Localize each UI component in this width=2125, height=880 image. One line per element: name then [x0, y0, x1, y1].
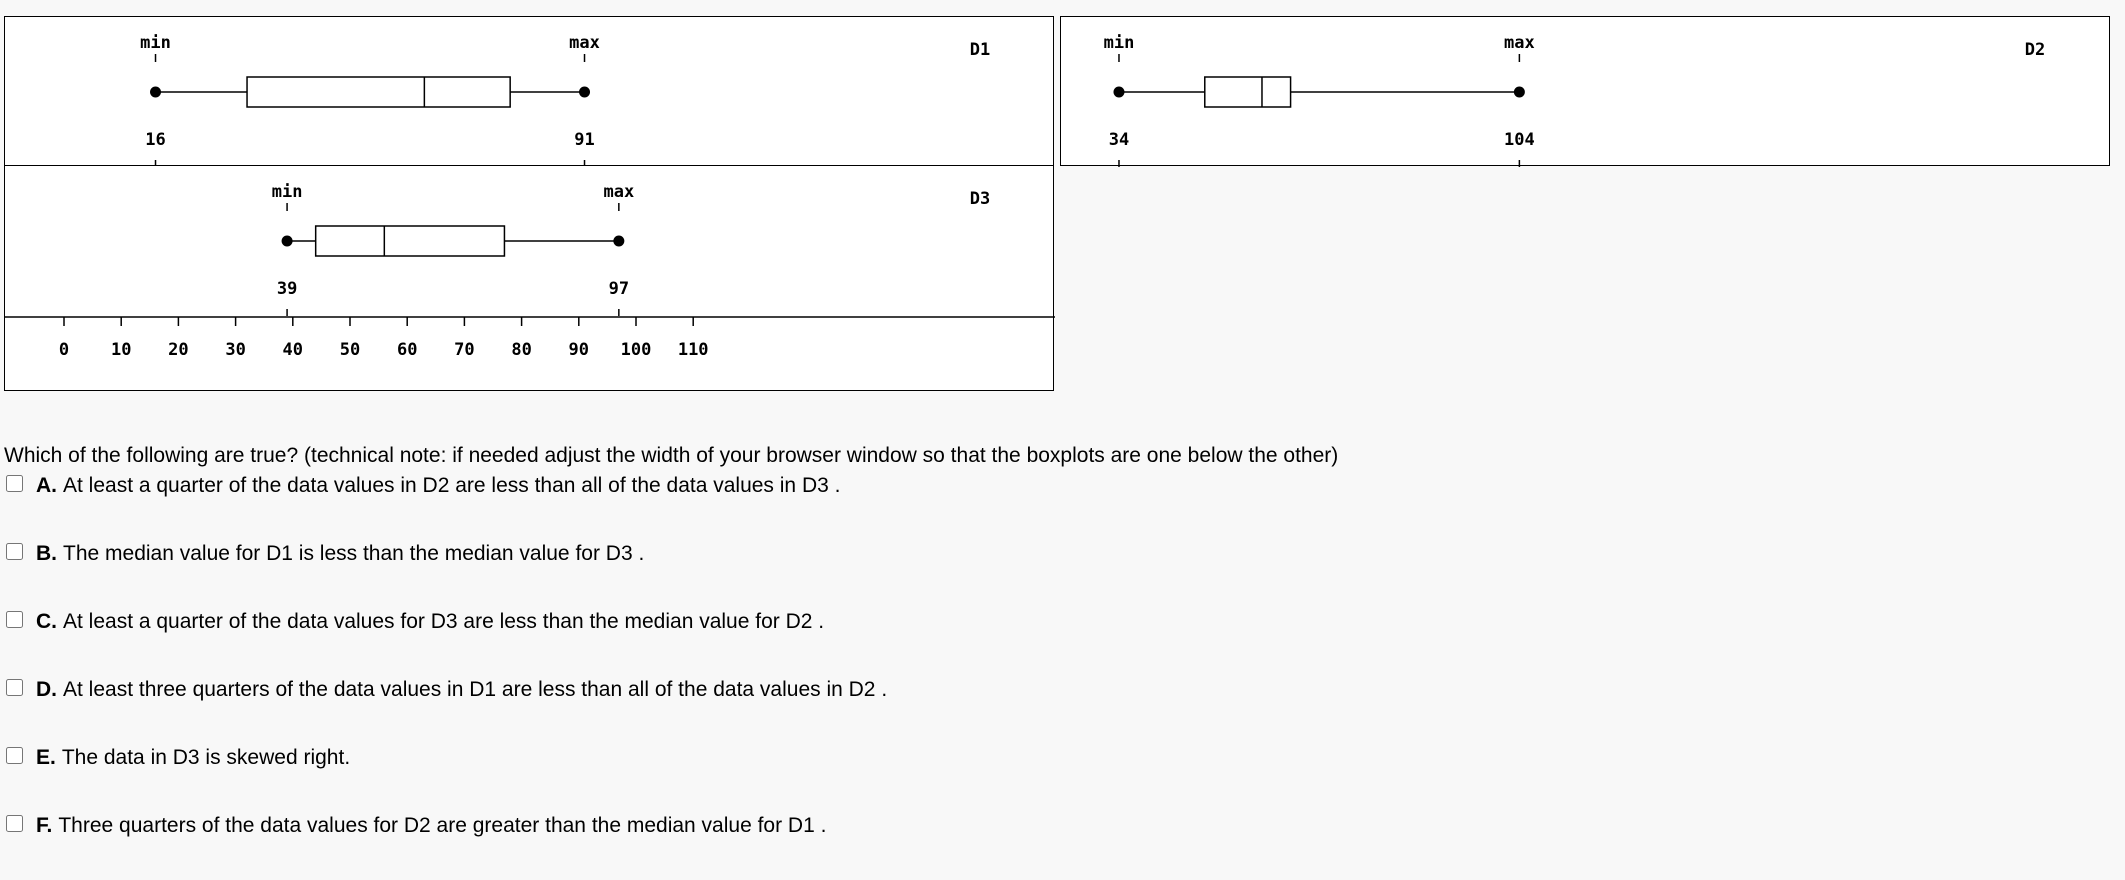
- option-d-text: [36, 676, 887, 704]
- d2-max-value-label: 104: [1504, 130, 1535, 150]
- x-axis-tick-label-80: 80: [511, 340, 532, 360]
- d2-series-label: D2: [2024, 40, 2046, 60]
- d1-min-point: [150, 87, 161, 98]
- x-axis-tick-label-0: 0: [58, 340, 70, 360]
- d1-max-point: [579, 87, 590, 98]
- d1-min-value-label: 16: [145, 130, 166, 150]
- d2-max-tag: max: [1504, 33, 1535, 53]
- option-b-checkbox[interactable]: [6, 543, 23, 560]
- d1-min-tag: min: [140, 33, 171, 53]
- option-d-checkbox[interactable]: [6, 679, 23, 696]
- question-text: Which of the following are true? (technical note: if needed adjust the width of your browser window so that the boxplots are one below the other): [4, 444, 1339, 467]
- d2-box: [1205, 77, 1291, 107]
- d3-series-label: D3: [969, 189, 991, 209]
- d1-box: [247, 77, 510, 107]
- option-d[interactable]: [4, 676, 2104, 744]
- option-c-checkbox[interactable]: [6, 611, 23, 628]
- question-area: [4, 442, 2104, 880]
- x-axis-tick-label-10: 10: [110, 340, 132, 360]
- boxplot-panel-d3: [4, 165, 1054, 391]
- d3-max-value-label: 97: [608, 279, 630, 299]
- option-e-letter: E.: [36, 746, 56, 769]
- option-d-label: At least three quarters of the data values in D1 are less than all of the data values in D2 .: [63, 678, 888, 701]
- option-a-letter: A.: [36, 474, 57, 497]
- d3-min-value-label: 39: [276, 279, 298, 299]
- x-axis-tick-label-30: 30: [225, 340, 246, 360]
- option-d-letter: D.: [36, 678, 57, 701]
- d3-max-tag: max: [603, 182, 635, 202]
- x-axis-tick-label-60: 60: [396, 340, 418, 360]
- x-axis-tick-label-110: 110: [677, 340, 709, 360]
- boxplot-d1-svg: [5, 17, 1055, 167]
- d3-min-tag: min: [271, 182, 303, 202]
- option-f-checkbox[interactable]: [6, 815, 23, 832]
- d2-min-value-label: 34: [1108, 130, 1130, 150]
- option-e-label: The data in D3 is skewed right.: [61, 746, 351, 769]
- option-a-label: At least a quarter of the data values in D2 are less than all of the data values in D3 .: [63, 474, 841, 497]
- x-axis-tick-label-90: 90: [568, 340, 590, 360]
- d3-box: [316, 226, 505, 256]
- option-c-label: At least a quarter of the data values for D3 are less than the median value for D2 .: [63, 610, 825, 633]
- option-c-text: [36, 608, 824, 636]
- d1-max-value-label: 91: [574, 130, 595, 150]
- x-axis-tick-label-20: 20: [168, 340, 189, 360]
- option-b-letter: B.: [36, 542, 57, 565]
- option-f[interactable]: [4, 812, 2104, 880]
- option-f-letter: F.: [36, 814, 53, 837]
- option-a-text: [36, 472, 840, 500]
- boxplot-d3-svg: [5, 166, 1055, 392]
- option-c-letter: C.: [36, 610, 57, 633]
- boxplot-d2-svg: [1061, 17, 2111, 167]
- d3-max-point: [613, 236, 624, 247]
- option-f-label: Three quarters of the data values for D2 are greater than the median value for D1 .: [58, 814, 827, 837]
- boxplot-panel-d1: [4, 16, 1054, 166]
- d2-min-tag: min: [1103, 33, 1135, 53]
- d2-min-point: [1113, 87, 1124, 98]
- d2-max-point: [1514, 87, 1525, 98]
- option-c[interactable]: [4, 608, 2104, 676]
- d1-series-label: D1: [969, 40, 991, 60]
- option-b[interactable]: [4, 540, 2104, 608]
- option-e-checkbox[interactable]: [6, 747, 23, 764]
- x-axis-tick-label-100: 100: [620, 340, 652, 360]
- option-b-text: [36, 540, 644, 568]
- x-axis-tick-label-50: 50: [339, 340, 361, 360]
- option-f-text: [36, 812, 826, 840]
- boxplot-panel-d2: [1060, 16, 2110, 166]
- option-a-checkbox[interactable]: [6, 475, 23, 492]
- x-axis-tick-label-70: 70: [454, 340, 475, 360]
- option-b-label: The median value for D1 is less than the median value for D3 .: [63, 542, 645, 565]
- x-axis-tick-label-40: 40: [282, 340, 304, 360]
- option-e-text: [36, 744, 350, 772]
- d1-max-tag: max: [569, 33, 600, 53]
- d3-min-point: [282, 236, 293, 247]
- option-e[interactable]: [4, 744, 2104, 812]
- option-a[interactable]: [4, 472, 2104, 540]
